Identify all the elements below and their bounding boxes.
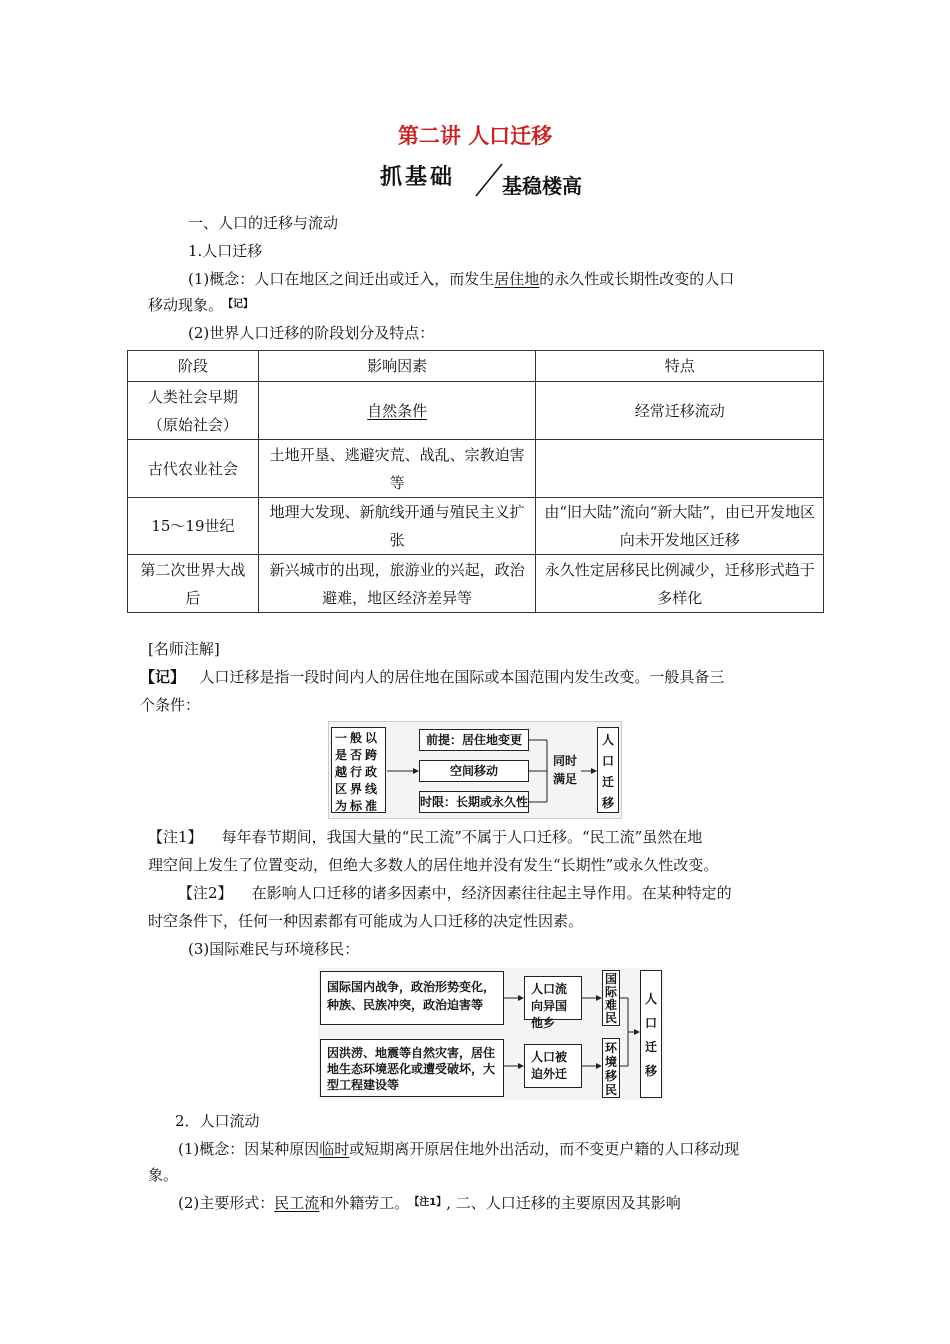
env-migrant-box: 环境移民 <box>602 1038 620 1098</box>
stage-cell: 15～19世纪 <box>128 498 259 555</box>
table-row <box>128 382 824 440</box>
stage-cell: 第二次世界大战后 <box>128 555 259 613</box>
table-header: 特点 <box>536 351 824 382</box>
table-header-row <box>128 351 824 382</box>
condition-box: 空间移动 <box>419 760 529 782</box>
note2-line1 <box>178 882 732 903</box>
feature-cell <box>536 440 824 498</box>
forms-text: (2)主要形式： <box>178 1194 275 1212</box>
flow-concept-keyword: 临时 <box>319 1140 350 1158</box>
flow-concept-text-end: 或短期离开原居住地外出活动，而不变更户籍的人口移动现 <box>349 1140 740 1158</box>
result-box: 人口迁移 <box>597 727 619 813</box>
stage-cell <box>128 382 259 440</box>
section-banner <box>380 158 620 202</box>
concept-line2 <box>148 294 253 315</box>
table-row <box>128 555 824 613</box>
forms-text-end: 和外籍劳工。 <box>319 1194 410 1212</box>
cell-text: 人类社会早期（原始社会） <box>147 387 238 434</box>
migration-stage-table <box>127 350 824 613</box>
flow-abroad-box: 人口流向异国他乡 <box>524 976 582 1020</box>
flow-concept-text: (1)概念：因某种原因 <box>178 1140 320 1158</box>
stage-cell: 古代农业社会 <box>128 440 259 498</box>
note2-label: 【注2】 <box>178 884 233 902</box>
note1-line1 <box>148 826 702 847</box>
note1-line2: 理空间上发生了位置变动，但绝大多数人的居住地并没有发生“长期性”或永久性改变。 <box>148 856 719 874</box>
note1-text: 每年春节期间，我国大量的“民工流”不属于人口迁移。“民工流”虽然在地 <box>221 828 703 846</box>
refugee-heading: (3)国际难民与环境移民： <box>188 940 360 958</box>
note-ji-line1 <box>140 666 724 687</box>
feature-cell: 永久性定居移民比例减少，迁移形式趋于多样化 <box>536 555 824 613</box>
factor-cell: 地理大发现、新航线开通与殖民主义扩张 <box>258 498 536 555</box>
banner-right: 基稳楼高 <box>502 174 582 198</box>
factor-cell: 土地开垦、逃避灾荒、战乱、宗教迫害等 <box>258 440 536 498</box>
page-title: 第二讲 人口迁移 <box>397 123 553 148</box>
note-ji-line2: 个条件： <box>140 696 201 714</box>
note2-text: 在影响人口迁移的诸多因素中，经济因素往往起主导作用。在某种特定的 <box>251 884 732 902</box>
note-ji-text: 人口迁移是指一段时间内人的居住地在国际或本国范围内发生改变。一般具备三 <box>199 668 725 686</box>
subheading-migration: 1.人口迁移 <box>188 242 263 260</box>
concept-text: (1)概念：人口在地区之间迁出或迁入，而发生 <box>188 270 495 288</box>
note1-label: 【注1】 <box>148 828 203 846</box>
table-header: 阶段 <box>128 351 259 382</box>
section-heading: 一、人口的迁移与流动 <box>188 214 339 232</box>
note2-line2: 时空条件下，任何一种因素都有可能成为人口迁移的决定性因素。 <box>148 912 584 930</box>
concept-keyword: 居住地 <box>494 270 540 288</box>
table-row <box>128 440 824 498</box>
concept-text-end: 的永久性或长期性改变的人口 <box>539 270 735 288</box>
flow-concept-line1 <box>178 1138 739 1159</box>
slash-divider <box>472 162 506 198</box>
condition-box: 前提：居住地变更 <box>419 729 529 751</box>
refugee-box: 国际难民 <box>602 970 620 1026</box>
concept-line1 <box>188 268 734 289</box>
forced-out-box: 人口被迫外迁 <box>524 1044 582 1088</box>
notes-header: [名师注解] <box>148 640 220 658</box>
flow-forms-line <box>178 1192 681 1213</box>
note-ji-label: 【记】 <box>140 668 186 686</box>
banner-left: 抓基础 <box>380 165 456 190</box>
table-intro: (2)世界人口迁移的阶段划分及特点： <box>188 324 435 342</box>
note-tag: 【记】 <box>223 299 254 310</box>
cell-text: 自然条件 <box>367 401 428 420</box>
table-header: 影响因素 <box>258 351 536 382</box>
forms-keyword: 民工流 <box>274 1194 320 1212</box>
concept-text-2: 移动现象。 <box>148 296 224 314</box>
next-section-heading: , 二、人口迁移的主要原因及其影响 <box>446 1194 681 1212</box>
migration-result-box: 人口迁移 <box>640 970 662 1098</box>
table-row <box>128 498 824 555</box>
disaster-cause-box: 因洪涝、地震等自然灾害，居住地生态环境恶化或遭受破坏，大型工程建设等 <box>320 1039 504 1097</box>
feature-cell: 由“旧大陆”流向“新大陆”，由已开发地区向未开发地区迁移 <box>536 498 824 555</box>
condition-box: 时限：长期或永久性 <box>419 791 529 813</box>
feature-cell <box>536 382 824 440</box>
factor-cell <box>258 382 536 440</box>
three-conditions-diagram <box>328 721 622 819</box>
factor-cell: 新兴城市的出现，旅游业的兴起，政治避难，地区经济差异等 <box>258 555 536 613</box>
flow-concept-line2: 象。 <box>148 1166 179 1184</box>
refugee-diagram <box>318 968 664 1100</box>
subheading-flow: 2．人口流动 <box>175 1112 260 1130</box>
cell-text: 经常迁移流动 <box>634 401 725 420</box>
note-tag: 【注1】 <box>409 1197 447 1208</box>
criterion-box: 一般以是否跨越行政区界线为标准 <box>331 727 386 813</box>
war-cause-box: 国际国内战争，政治形势变化，种族、民族冲突，政治迫害等 <box>320 971 504 1025</box>
join-label: 同时满足 <box>553 754 578 786</box>
